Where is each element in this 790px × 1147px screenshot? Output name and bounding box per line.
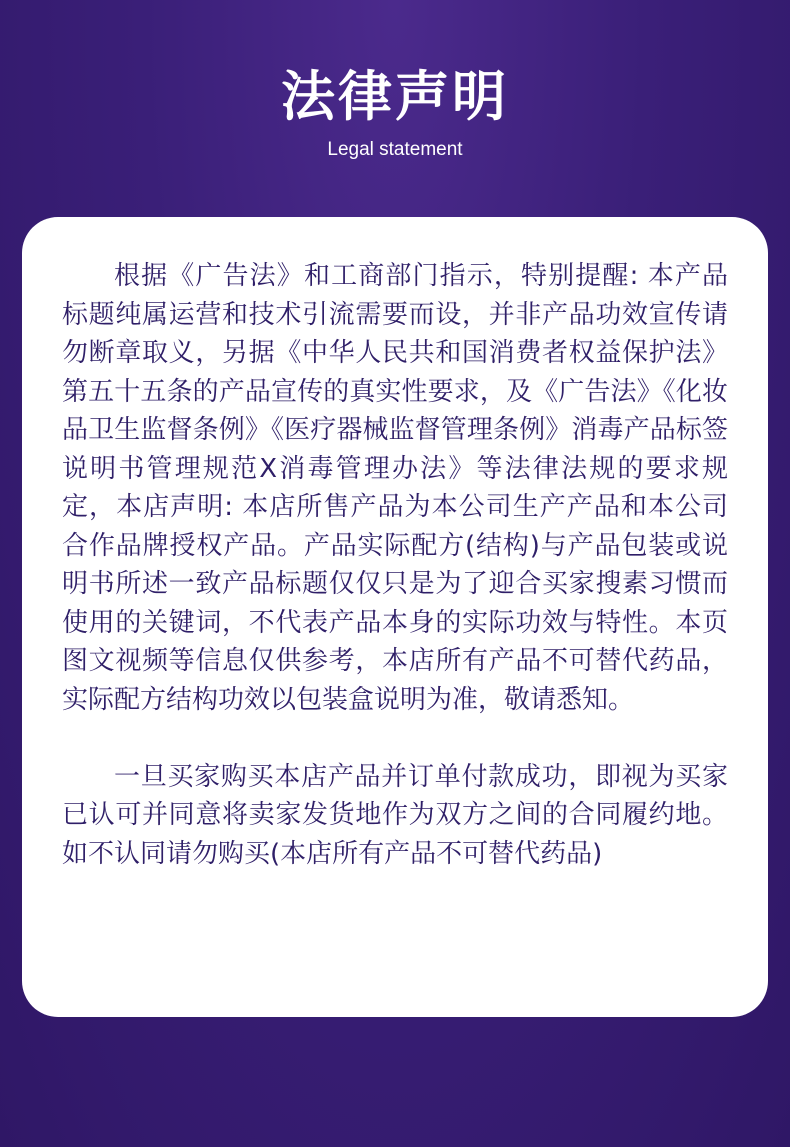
statement-paragraph-2: 一旦买家购买本店产品并订单付款成功，即视为买家已认可并同意将卖家发货地作为双方之间的合同履约地。如不认同请勿购买(本店所有产品不可替代药品): [62, 761, 728, 869]
statement-paragraph-1: 根据《广告法》和工商部门指示，特别提醒: 本产品标题纯属运营和技术引流需要而设，并非产品功效宣传请勿断章取义，另据《中华人民共和国消费者权益保护法》第五十五条的产品宣传的真实性要求，及《广告法》《化妆品卫生监督条例》《医疗器械监督管理条例》消毒产品标签说明书管理规范X消毒管理办法》等法律法规的要求规定，本店声明: 本店所售产品为本公司生产产品和本公司合作品牌授权产品。产品实际配方(结构)与产品包装或说明书所述一致产品标题仅仅只是为了迎合买家搜素习惯而使用的关键词，不代表产品本身的实际功效与特性。本页图文视频等信息仅供参考，本店所有产品不可替代药品，实际配方结构功效以包装盒说明为准，敬请悉知。: [62, 261, 728, 715]
statement-card: [22, 217, 768, 1017]
page-subtitle: Legal statement: [327, 139, 463, 160]
page-title: 法律声明: [281, 65, 509, 128]
page-header: [0, 0, 790, 200]
